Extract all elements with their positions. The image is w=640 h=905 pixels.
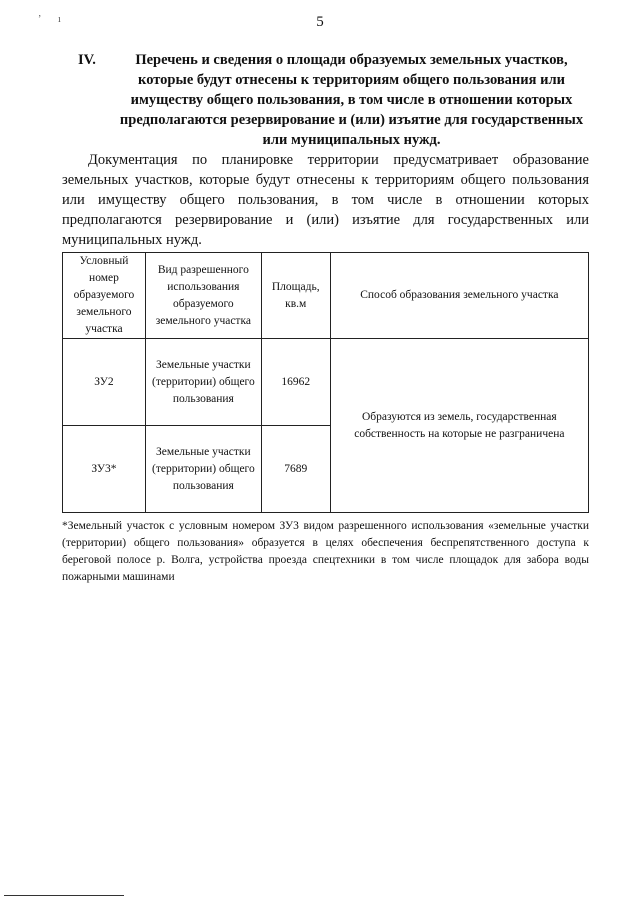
scan-mark: ʼ xyxy=(38,14,42,25)
header-use: Вид разрешенного использования образуемого земельного участка xyxy=(145,253,261,339)
section-title: Перечень и сведения о площади образуемых земельных участков, которые будут отнесены к территориям общего пользования или имуществу общего пользования, в том числе в отношении которых предполагаются резервирование и (или) изъятие для государственных или муниципальных нужд. xyxy=(119,52,584,148)
footnote: *Земельный участок с условным номером ЗУ3 видом разрешенного использования «земельные участки (территории) общего пользования» образуется в целях обеспечения беспрепятственного доступа к береговой полосе р. Волга, устройства проезда спецтехники в том числе площадок для забора воды пожарными машинами xyxy=(62,520,589,583)
section-number: IV. xyxy=(78,52,96,68)
cell-method: Образуются из земель, государственная собственность на которые не разграничена xyxy=(330,339,588,513)
header-area: Площадь, кв.м xyxy=(261,253,330,339)
cell-use: Земельные участки (территории) общего пользования xyxy=(145,426,261,513)
table-header-row xyxy=(63,253,589,339)
table-row xyxy=(63,339,589,426)
section-heading xyxy=(70,50,590,150)
scan-mark: ı xyxy=(58,14,61,25)
parcels-table xyxy=(62,252,589,513)
cell-number: ЗУ3* xyxy=(63,426,146,513)
cell-use: Земельные участки (территории) общего пользования xyxy=(145,339,261,426)
footnote-rule xyxy=(4,895,124,896)
header-method: Способ образования земельного участка xyxy=(330,253,588,339)
cell-area: 7689 xyxy=(261,426,330,513)
body-paragraph: Документация по планировке территории предусматривает образование земельных участков, которые будут отнесены к территориям общего пользования или имуществу общего пользования, в том числе в отношении которых предполагаются резервирование и (или) изъятие для государственных или муниципальных нужд. xyxy=(62,152,589,248)
cell-number: ЗУ2 xyxy=(63,339,146,426)
page-number: 5 xyxy=(316,14,324,30)
header-number: Условный номер образуемого земельного участка xyxy=(63,253,146,339)
cell-area: 16962 xyxy=(261,339,330,426)
